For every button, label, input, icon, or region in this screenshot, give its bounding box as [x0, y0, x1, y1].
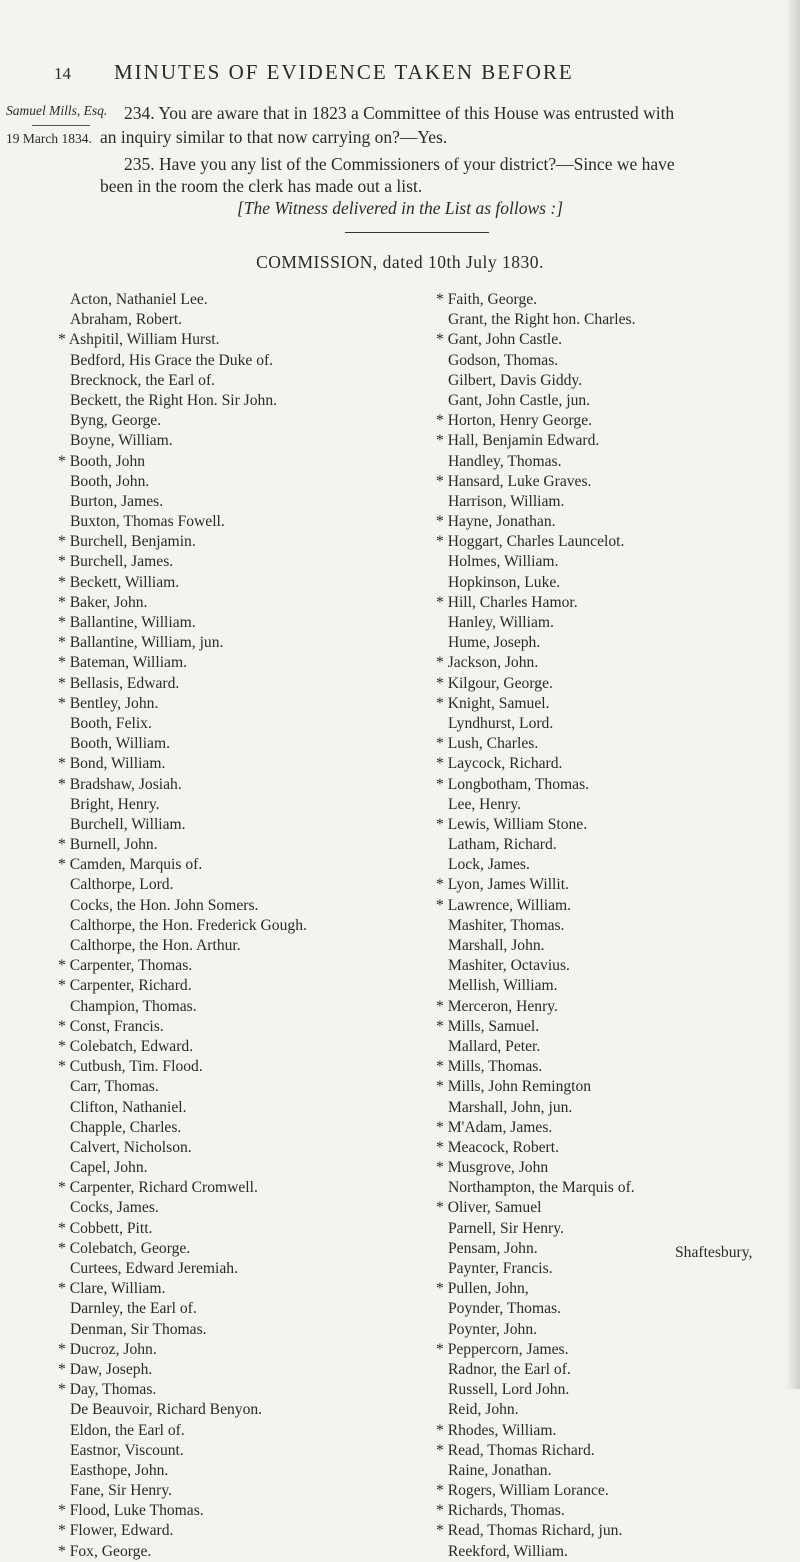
commissioner-entry: * M'Adam, James. [436, 1118, 553, 1136]
commissioner-entry: * Colebatch, Edward. [58, 1037, 194, 1055]
commissioner-entry: * Flood, Luke Thomas. [58, 1502, 204, 1520]
commissioner-entry: * Booth, John [58, 452, 146, 470]
commissioner-entry: * Ashpitil, William Hurst. [58, 331, 220, 349]
commissioner-entry: * Longbotham, Thomas. [436, 775, 590, 793]
commissioner-entry: Cocks, the Hon. John Somers. [70, 896, 259, 914]
commissioner-entry: Gant, John Castle, jun. [448, 391, 591, 409]
commissioner-entry: * Kilgour, George. [436, 674, 553, 692]
commissioner-entry: * Lawrence, William. [436, 896, 572, 914]
question-234-continuation [100, 124, 790, 151]
commissioner-entry: Brecknock, the Earl of. [70, 371, 216, 389]
commissioner-entry: Mashiter, Thomas. [448, 916, 565, 934]
commissioner-entry: Hume, Joseph. [448, 634, 541, 652]
commissioner-entry: Booth, Felix. [70, 714, 152, 732]
commissioner-entry: Mellish, William. [448, 977, 558, 995]
commission-heading: COMMISSION, dated 10th July 1830. [256, 252, 544, 272]
commissioner-entry: Parnell, Sir Henry. [448, 1219, 564, 1237]
commissioner-entry: * Gant, John Castle. [436, 331, 563, 349]
question-line: 234. You are aware that in 1823 a Committee of this House was entrusted with [124, 103, 675, 123]
commissioner-entry: Booth, John. [70, 472, 150, 490]
commissioner-entry: * Burnell, John. [58, 836, 158, 854]
commissioner-entry: * Colebatch, George. [58, 1239, 191, 1257]
commissioner-entry: * Bentley, John. [58, 694, 159, 712]
commissioner-entry: * Const, Francis. [58, 1017, 164, 1035]
section-divider [345, 232, 489, 233]
commissioner-entry: Easthope, John. [70, 1461, 169, 1479]
commissioner-entry: * Hayne, Jonathan. [436, 513, 556, 531]
commissioner-entry: Poynter, John. [448, 1320, 538, 1338]
commissioner-entry: * Lush, Charles. [436, 735, 539, 753]
commissioner-entry: De Beauvoir, Richard Benyon. [70, 1401, 263, 1419]
commissioner-entry: * Carpenter, Richard Cromwell. [58, 1179, 258, 1197]
commissioner-entry: * Bradshaw, Josiah. [58, 775, 182, 793]
commissioner-entry: * Hoggart, Charles Launcelot. [436, 533, 625, 551]
commissioner-entry: * Hansard, Luke Graves. [436, 472, 592, 490]
question-line: an inquiry similar to that now carrying on?—Yes. [100, 127, 448, 147]
commissioner-entry: Poynder, Thomas. [448, 1300, 562, 1318]
commissioner-entry: * Lyon, James Willit. [436, 876, 569, 894]
margin-date: 19 March 1834. [6, 131, 92, 146]
commissioner-entry: Carr, Thomas. [70, 1078, 159, 1096]
commissioner-entry: * Camden, Marquis of. [58, 856, 203, 874]
commissioner-entry: * Baker, John. [58, 593, 148, 611]
commissioner-entry: Paynter, Francis. [448, 1260, 553, 1277]
commissioner-entry: Pensam, John. [448, 1239, 538, 1257]
commissioner-entry: * Knight, Samuel. [436, 694, 550, 712]
commissioner-entry: Bright, Henry. [70, 795, 160, 813]
commissioner-entry: * Mills, Samuel. [436, 1017, 540, 1035]
commissioner-entry: Holmes, William. [448, 553, 559, 571]
commissioner-entry: Burchell, William. [70, 815, 186, 833]
commissioner-entry: * Pullen, John, [436, 1280, 529, 1298]
running-head: MINUTES OF EVIDENCE TAKEN BEFORE [114, 60, 574, 84]
commissioner-entry: * Merceron, Henry. [436, 997, 558, 1015]
commissioner-entry: Champion, Thomas. [70, 997, 197, 1015]
commissioner-entry: Grant, the Right hon. Charles. [448, 311, 636, 329]
commissioner-entry: Eldon, the Earl of. [70, 1421, 185, 1439]
page-number: 14 [54, 64, 71, 83]
commissioner-entry: Raine, Jonathan. [448, 1461, 552, 1479]
commissioner-entry: * Carpenter, Thomas. [58, 957, 193, 975]
commissioner-entry: * Bellasis, Edward. [58, 674, 180, 692]
question-234 [100, 100, 790, 127]
commissioner-entry: Denman, Sir Thomas. [70, 1320, 207, 1338]
commissioner-entry: * Daw, Joseph. [58, 1360, 153, 1378]
commissioner-entry: * Read, Thomas Richard. [436, 1441, 595, 1459]
commissioner-entry: Handley, Thomas. [448, 452, 562, 470]
commissioner-entry: Beckett, the Right Hon. Sir John. [70, 391, 278, 409]
commissioner-entry: Calthorpe, Lord. [70, 876, 174, 894]
commissioner-entry: * Jackson, John. [436, 654, 539, 672]
commissioner-entry: * Lewis, William Stone. [436, 815, 588, 833]
commissioner-entry: * Fox, George. [58, 1542, 152, 1560]
commissioner-entry: Lock, James. [448, 856, 530, 874]
commissioner-entry: * Beckett, William. [58, 573, 180, 591]
commissioner-entry: Calvert, Nicholson. [70, 1138, 192, 1156]
commissioner-entry: * Bateman, William. [58, 654, 188, 672]
commissioner-entry: * Mills, Thomas. [436, 1058, 543, 1076]
commissioner-entry: Buxton, Thomas Fowell. [70, 513, 225, 531]
commissioner-entry: * Rogers, William Lorance. [436, 1482, 609, 1500]
commissioner-entry: Mallard, Peter. [448, 1037, 541, 1055]
commissioner-entry: Lee, Henry. [448, 795, 522, 813]
commissioner-entry: Radnor, the Earl of. [448, 1360, 571, 1378]
commissioner-entry: * Ballantine, William. [58, 614, 196, 631]
commissioner-entry: Northampton, the Marquis of. [448, 1179, 635, 1197]
question-235-continuation [100, 173, 790, 200]
commissioner-entry: * Bond, William. [58, 755, 166, 773]
commissioner-entry: * Day, Thomas. [58, 1381, 157, 1399]
commissioner-entry: * Burchell, James. [58, 553, 174, 571]
commissioner-entry: Cocks, James. [70, 1199, 159, 1217]
commissioner-entry: Marshall, John. [448, 937, 545, 954]
commissioner-entry: * Mills, John Remington [436, 1078, 592, 1096]
commissioner-entry: Eastnor, Viscount. [70, 1441, 184, 1459]
witness-note: [The Witness delivered in the List as follows :] [236, 198, 563, 218]
question-line: been in the room the clerk has made out a list. [100, 176, 423, 196]
commissioner-entry: * Rhodes, William. [436, 1421, 557, 1439]
commissioner-entry: Byng, George. [70, 412, 162, 430]
commissioner-entry: Acton, Nathaniel Lee. [70, 291, 208, 308]
commissioner-entry: * Meacock, Robert. [436, 1138, 559, 1156]
commissioner-entry: Reekford, William. [448, 1542, 568, 1560]
commissioner-entry: Booth, William. [70, 735, 171, 753]
commissioner-list-right [436, 290, 791, 1562]
commissioner-entry: * Carpenter, Richard. [58, 977, 192, 995]
commissioner-entry: Latham, Richard. [448, 836, 557, 854]
commissioner-entry: Darnley, the Earl of. [70, 1300, 197, 1318]
commissioner-entry: Harrison, William. [448, 492, 565, 510]
catchword: Shaftesbury, [675, 1244, 753, 1261]
commissioner-entry: Fane, Sir Henry. [70, 1482, 173, 1500]
commissioner-entry: Gilbert, Davis Giddy. [448, 371, 583, 389]
commissioner-entry: Chapple, Charles. [70, 1118, 182, 1136]
commissioner-entry: Hanley, William. [448, 614, 554, 631]
commissioner-entry: * Cobbett, Pitt. [58, 1219, 153, 1237]
commissioner-entry: * Clare, William. [58, 1280, 166, 1298]
commissioner-entry: Marshall, John, jun. [448, 1098, 573, 1116]
commissioner-entry: * Hall, Benjamin Edward. [436, 432, 600, 450]
commissioner-entry: Abraham, Robert. [70, 311, 183, 329]
margin-witness-name: Samuel Mills, Esq. [6, 103, 108, 118]
commissioner-entry: * Oliver, Samuel [436, 1199, 542, 1217]
commissioner-entry: Calthorpe, the Hon. Arthur. [70, 937, 241, 954]
commissioner-entry: * Musgrove, John [436, 1159, 549, 1177]
commissioner-entry: * Flower, Edward. [58, 1522, 174, 1540]
commissioner-entry: Clifton, Nathaniel. [70, 1098, 187, 1116]
commissioner-entry: * Richards, Thomas. [436, 1502, 565, 1520]
commissioner-entry: * Ballantine, William, jun. [58, 634, 224, 652]
commissioner-entry: Calthorpe, the Hon. Frederick Gough. [70, 916, 307, 934]
commissioner-entry: Bedford, His Grace the Duke of. [70, 351, 274, 369]
commissioner-entry: Boyne, William. [70, 432, 173, 450]
commissioner-entry: * Cutbush, Tim. Flood. [58, 1058, 203, 1076]
commissioner-list-left [58, 290, 388, 1562]
commissioner-entry: * Horton, Henry George. [436, 412, 593, 430]
commissioner-entry: * Ducroz, John. [58, 1340, 157, 1358]
commissioner-entry: * Peppercorn, James. [436, 1340, 569, 1358]
commissioner-entry: Hopkinson, Luke. [448, 573, 561, 591]
commissioner-entry: Reid, John. [448, 1401, 519, 1419]
commissioner-entry: * Read, Thomas Richard, jun. [436, 1522, 623, 1540]
commissioner-entry: Mashiter, Octavius. [448, 957, 570, 975]
commissioner-entry: Capel, John. [70, 1159, 148, 1177]
commissioner-entry: * Faith, George. [436, 291, 538, 308]
commissioner-entry: Burton, James. [70, 492, 164, 510]
margin-rule [32, 125, 90, 126]
commissioner-entry: * Hill, Charles Hamor. [436, 593, 578, 611]
commissioner-entry: Curtees, Edward Jeremiah. [70, 1260, 239, 1277]
commissioner-entry: Russell, Lord John. [448, 1381, 570, 1399]
commissioner-entry: Lyndhurst, Lord. [448, 714, 554, 732]
commissioner-entry: * Laycock, Richard. [436, 755, 563, 773]
commissioner-entry: Godson, Thomas. [448, 351, 559, 369]
question-line: 235. Have you any list of the Commissioners of your district?—Since we have [124, 154, 675, 174]
commissioner-entry: * Burchell, Benjamin. [58, 533, 196, 551]
